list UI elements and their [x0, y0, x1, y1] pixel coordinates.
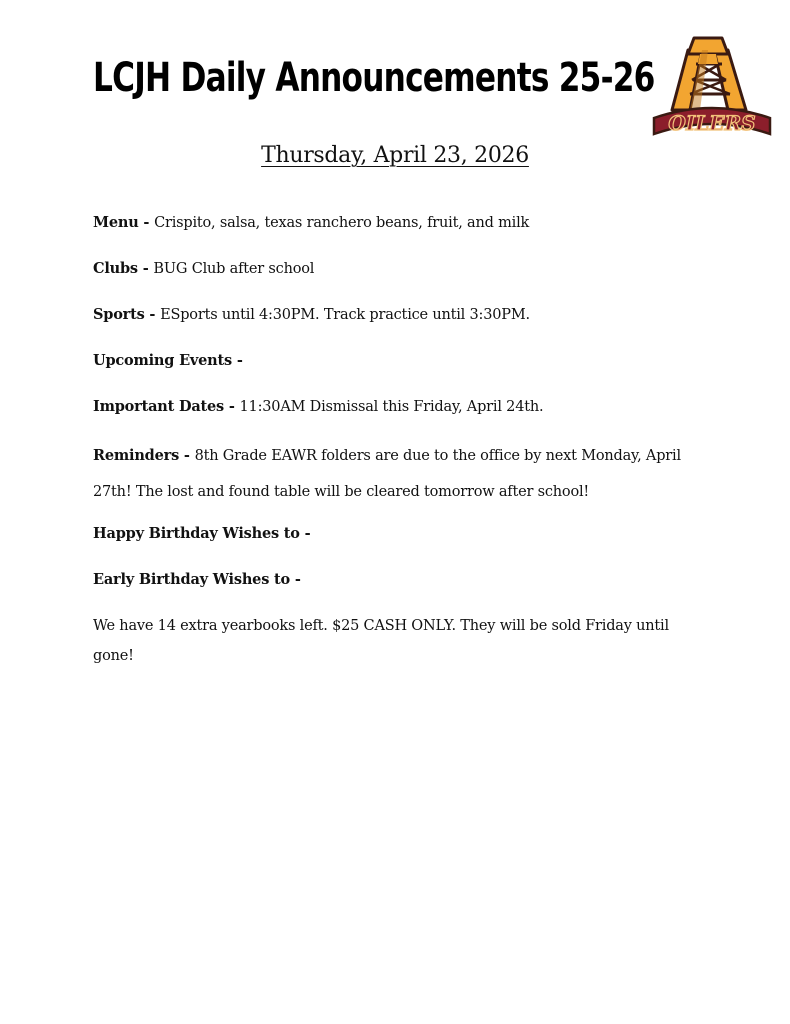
- oil-derrick-icon: [672, 38, 746, 110]
- early-birthday-label: Early Birthday Wishes to -: [93, 571, 301, 588]
- page-title: LCJH Daily Announcements 25-26: [93, 55, 655, 101]
- reminders-label: Reminders -: [93, 447, 195, 464]
- sports-label: Sports -: [93, 306, 161, 323]
- upcoming-events-label: Upcoming Events -: [93, 352, 243, 369]
- reminders-item: [93, 438, 693, 519]
- sports-item: [93, 300, 693, 346]
- important-dates-label: Important Dates -: [93, 398, 240, 415]
- oilers-logo: [648, 34, 776, 142]
- oilers-banner: [654, 108, 770, 135]
- important-dates-text: 11:30AM Dismissal this Friday, April 24th.: [239, 399, 544, 415]
- sports-text: ESports until 4:30PM. Track practice until 3:30PM.: [160, 307, 530, 323]
- menu-item: [93, 208, 693, 254]
- happy-birthday-item: [93, 519, 693, 565]
- early-birthday-item: [93, 565, 693, 611]
- happy-birthday-label: Happy Birthday Wishes to -: [93, 525, 311, 542]
- announcement-date: Thursday, April 23, 2026: [261, 143, 529, 168]
- clubs-item: [93, 254, 693, 300]
- menu-text: Crispito, salsa, texas ranchero beans, fruit, and milk: [154, 215, 530, 231]
- clubs-text: BUG Club after school: [153, 261, 315, 277]
- menu-label: Menu -: [93, 214, 155, 231]
- oilers-logo-text: OILERS: [668, 111, 756, 135]
- upcoming-events-item: [93, 346, 693, 392]
- important-dates-item: [93, 392, 693, 438]
- reminders-text: 8th Grade EAWR folders are due to the office by next Monday, April 27th! The lost and found table will be cleared tomorrow after school!: [93, 448, 681, 500]
- yearbooks-item: [93, 611, 693, 664]
- yearbooks-text: We have 14 extra yearbooks left. $25 CASH ONLY. They will be sold Friday until gone!: [93, 618, 669, 664]
- announcements-list: [93, 208, 693, 664]
- clubs-label: Clubs -: [93, 260, 154, 277]
